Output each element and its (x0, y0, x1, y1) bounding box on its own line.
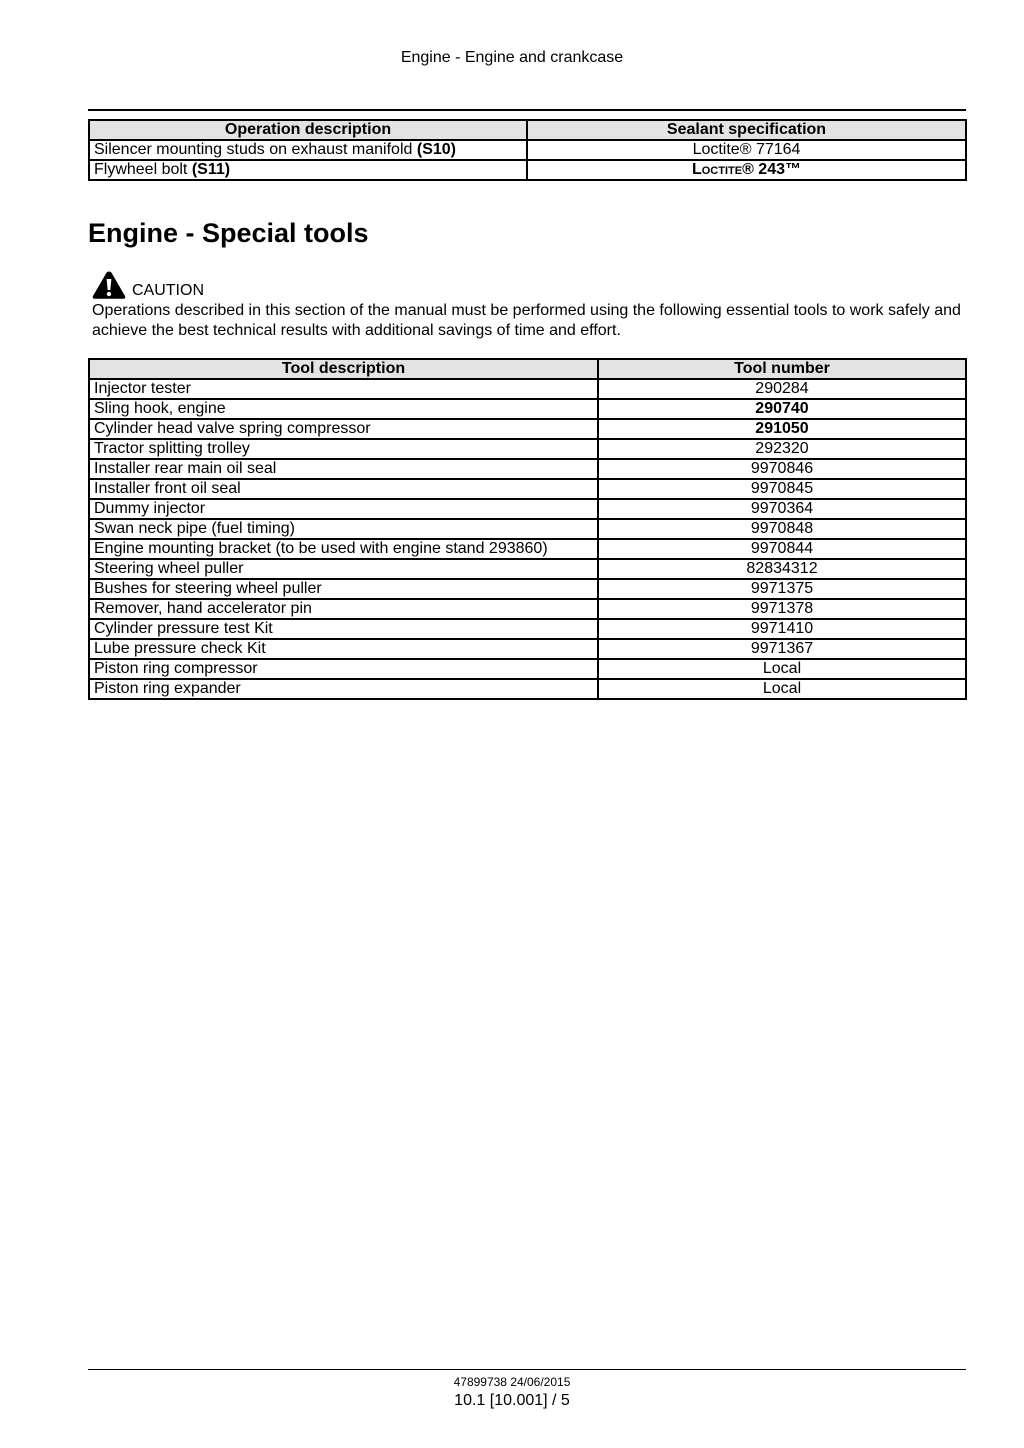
tool-description: Steering wheel puller (89, 559, 598, 579)
operation-description (89, 140, 527, 160)
table-row (89, 539, 966, 559)
sealant-specification: Loctite® 77164 (527, 140, 966, 160)
warning-triangle-icon (92, 270, 132, 300)
tool-description: Lube pressure check Kit (89, 639, 598, 659)
tool-number: 9971375 (598, 579, 966, 599)
tool-number: 82834312 (598, 559, 966, 579)
operation-text: Silencer mounting studs on exhaust manifold (94, 141, 417, 158)
footer-rule (88, 1369, 966, 1370)
caution-label: CAUTION (132, 282, 204, 299)
table-row (89, 160, 966, 180)
special-tools-table (88, 358, 967, 700)
sealant-table (88, 119, 967, 181)
caution-header (92, 266, 962, 300)
tool-number: 9970364 (598, 499, 966, 519)
section-title: Engine - Special tools (88, 218, 369, 248)
tool-description: Dummy injector (89, 499, 598, 519)
table-row (89, 639, 966, 659)
sealant-code: (S11) (191, 161, 231, 178)
column-header: Tool number (598, 359, 966, 379)
table-row (89, 419, 966, 439)
tool-description: Bushes for steering wheel puller (89, 579, 598, 599)
table-row (89, 559, 966, 579)
table-row (89, 519, 966, 539)
tool-description: Piston ring compressor (89, 659, 598, 679)
table-row (89, 659, 966, 679)
table-header-row (89, 120, 966, 140)
tool-description: Injector tester (89, 379, 598, 399)
page-number: 10.1 [10.001] / 5 (454, 1392, 570, 1409)
sealant-code: (S10) (416, 141, 456, 158)
tool-description: Cylinder head valve spring compressor (89, 419, 598, 439)
tool-description: Engine mounting bracket (to be used with engine stand 293860) (89, 539, 598, 559)
tool-number: 9971378 (598, 599, 966, 619)
tool-number: 9971410 (598, 619, 966, 639)
tool-number: 9970845 (598, 479, 966, 499)
tool-description: Installer front oil seal (89, 479, 598, 499)
tool-number: Local (598, 679, 966, 699)
tool-number: 290740 (598, 399, 966, 419)
table-row (89, 579, 966, 599)
column-header: Tool description (89, 359, 598, 379)
table-header-row (89, 359, 966, 379)
table-row (89, 459, 966, 479)
tool-description: Swan neck pipe (fuel timing) (89, 519, 598, 539)
tool-description: Piston ring expander (89, 679, 598, 699)
tool-number: 9970846 (598, 459, 966, 479)
tool-description: Remover, hand accelerator pin (89, 599, 598, 619)
header-rule (88, 109, 966, 111)
tool-number: 291050 (598, 419, 966, 439)
document-code: 47899738 24/06/2015 (453, 1375, 571, 1389)
tool-number: 9971367 (598, 639, 966, 659)
sealant-spec-text: Loctite® 243™ (691, 161, 802, 178)
sealant-specification (527, 160, 966, 180)
tool-description: Installer rear main oil seal (89, 459, 598, 479)
tool-description: Cylinder pressure test Kit (89, 619, 598, 639)
table-row (89, 499, 966, 519)
column-header: Sealant specification (527, 120, 966, 140)
table-row (89, 679, 966, 699)
caution-text: Operations described in this section of the manual must be performed using the following essential tools to work safely and achieve the best technical results with additional savings of time and effort. (92, 302, 961, 339)
tool-description: Tractor splitting trolley (89, 439, 598, 459)
tool-number: 292320 (598, 439, 966, 459)
table-row (89, 599, 966, 619)
column-header: Operation description (89, 120, 527, 140)
tool-number: 9970844 (598, 539, 966, 559)
caution-notice (92, 266, 962, 341)
tool-number: 9970848 (598, 519, 966, 539)
table-row (89, 379, 966, 399)
table-row (89, 439, 966, 459)
table-row (89, 399, 966, 419)
operation-text: Flywheel bolt (94, 161, 192, 178)
tool-number: 290284 (598, 379, 966, 399)
tool-description: Sling hook, engine (89, 399, 598, 419)
table-row (89, 619, 966, 639)
table-row (89, 479, 966, 499)
operation-description (89, 160, 527, 180)
page-header: Engine - Engine and crankcase (400, 49, 624, 66)
table-row (89, 140, 966, 160)
tool-number: Local (598, 659, 966, 679)
